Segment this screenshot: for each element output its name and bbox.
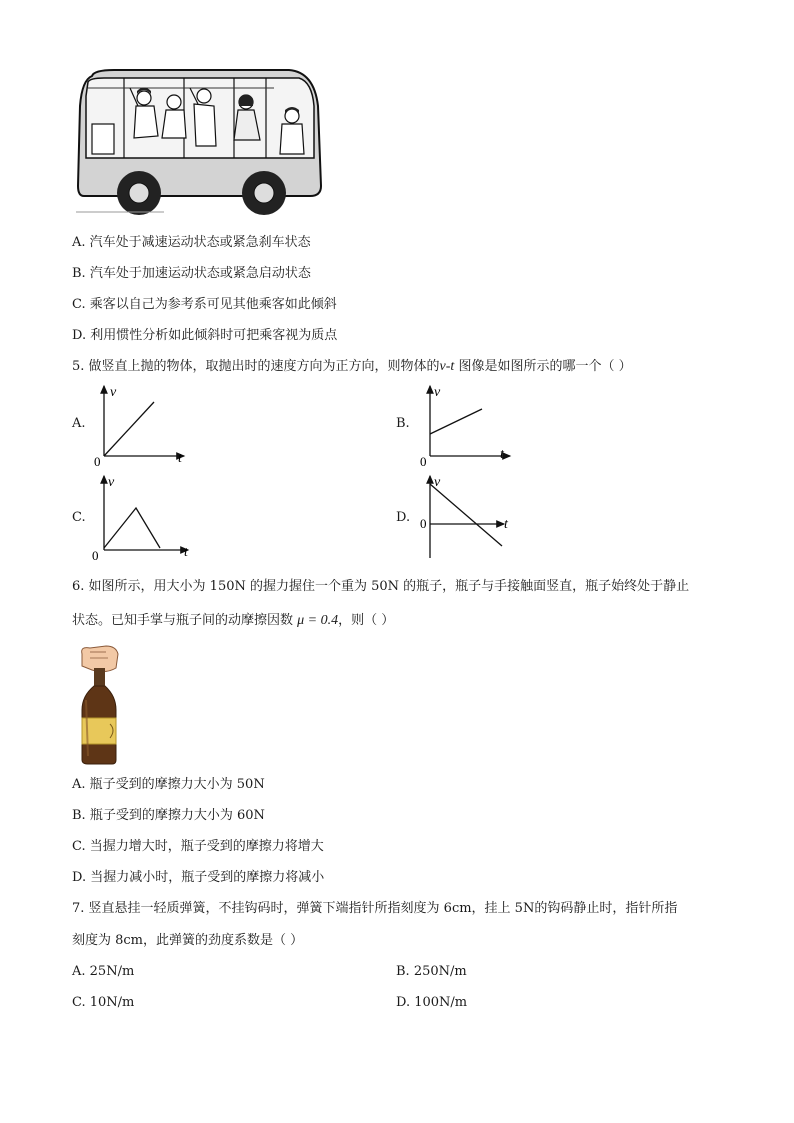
q6-stem-line1: 6. 如图所示，用大小为 150N 的握力握住一个重为 50N 的瓶子，瓶子与手接触面竖直，瓶子始终处于静止 xyxy=(72,579,690,594)
q6-option-d: D. 当握力减小时，瓶子受到的摩擦力将减小 xyxy=(72,870,325,885)
q5-graph-b-t: t xyxy=(500,447,504,462)
q5-graph-c-label: C. xyxy=(72,510,86,525)
q5-graph-c xyxy=(88,470,198,562)
q7-option-a: A. 25N/m xyxy=(72,964,135,979)
q4-option-a: A. 汽车处于减速运动状态或紧急刹车状态 xyxy=(72,235,311,250)
mu-formula: μ = 0.4 xyxy=(297,613,339,628)
q5-graph-d-t: t xyxy=(504,517,508,532)
q5-graph-a-origin: 0 xyxy=(94,454,101,468)
q5-graph-a xyxy=(88,382,198,468)
q6-option-c: C. 当握力增大时，瓶子受到的摩擦力将增大 xyxy=(72,839,324,854)
q6-stem-line2: 状态。已知手掌与瓶子间的动摩擦因数 μ = 0.4，则（ ） xyxy=(72,613,395,628)
q5-graph-d-origin: 0 xyxy=(420,516,427,531)
q5-stem: 5. 做竖直上抛的物体，取抛出时的速度方向为正方向，则物体的v-t 图像是如图所示的哪一个（ ） xyxy=(72,359,632,374)
q4-option-b: B. 汽车处于加速运动状态或紧急启动状态 xyxy=(72,266,311,281)
q5-graph-d xyxy=(414,470,524,562)
q5-graph-d-v: v xyxy=(434,475,441,490)
q5-graph-d-label: D. xyxy=(396,510,411,525)
q6-option-a: A. 瓶子受到的摩擦力大小为 50N xyxy=(72,777,265,792)
bottle-hand-illustration xyxy=(76,644,124,766)
q5-graph-a-v: v xyxy=(110,385,117,400)
q7-option-b: B. 250N/m xyxy=(396,964,467,979)
q5-graph-b-label: B. xyxy=(396,416,410,431)
bus-illustration xyxy=(74,66,326,218)
q5-graph-a-label: A. xyxy=(72,416,86,431)
q5-graph-c-t: t xyxy=(184,545,188,560)
q7-option-c: C. 10N/m xyxy=(72,995,135,1010)
q5-graph-b xyxy=(414,382,524,468)
q5-graph-b-origin: 0 xyxy=(420,454,427,468)
q7-option-d: D. 100N/m xyxy=(396,995,468,1010)
q4-option-c: C. 乘客以自己为参考系可见其他乘客如此倾斜 xyxy=(72,297,337,312)
q5-graph-b-v: v xyxy=(434,385,441,400)
q6-option-b: B. 瓶子受到的摩擦力大小为 60N xyxy=(72,808,265,823)
q4-option-d: D. 利用惯性分析如此倾斜时可把乘客视为质点 xyxy=(72,328,338,343)
q5-graph-c-origin: 0 xyxy=(92,548,99,562)
q7-stem-line1: 7. 竖直悬挂一轻质弹簧，不挂钩码时，弹簧下端指针所指刻度为 6cm，挂上 5N的钩码静止时，指针所指 xyxy=(72,901,678,916)
q5-graph-a-t: t xyxy=(178,451,182,466)
q5-graph-c-v: v xyxy=(108,475,115,490)
vt-symbol: v-t xyxy=(439,359,455,374)
q7-stem-line2: 刻度为 8cm，此弹簧的劲度系数是（ ） xyxy=(72,933,304,948)
